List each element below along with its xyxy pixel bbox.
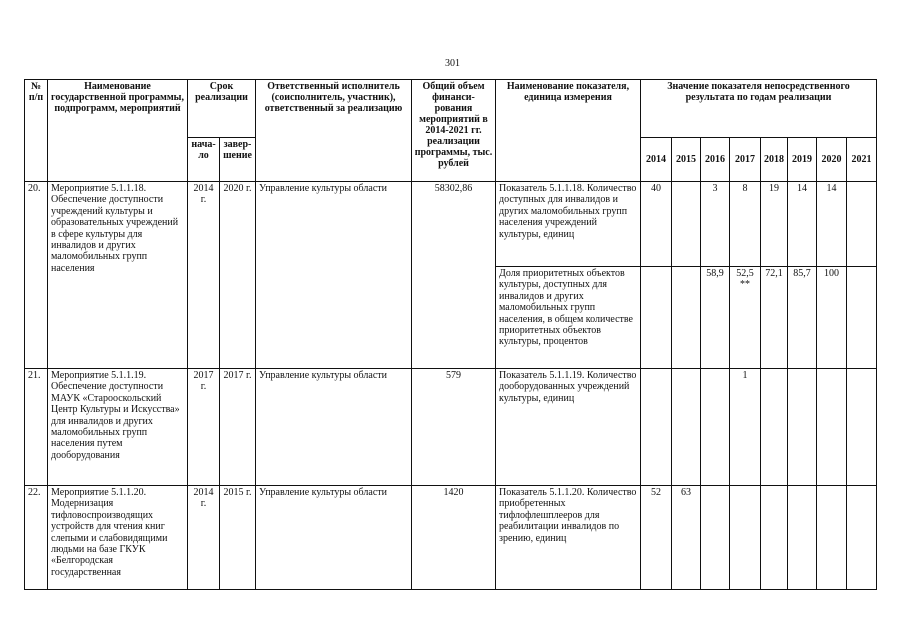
volume: 1420 — [412, 486, 496, 590]
value-cell: 63 — [672, 486, 701, 590]
value-cell — [672, 369, 701, 486]
header-term-start: нача-ло — [188, 138, 220, 182]
measure-name: Мероприятие 5.1.1.18. Обеспечение доступности учреждений культуры и образовательных учреждений в сфере культуры для инвалидов и других маломобильных групп населения — [48, 182, 188, 369]
table-row — [25, 182, 877, 267]
value-cell: 85,7 — [788, 267, 817, 369]
measure-name: Мероприятие 5.1.1.19. Обеспечение доступности МАУК «Старооскольский Центр Культуры и Искусства» для инвалидов и других маломобильных групп населения путем дооборудования — [48, 369, 188, 486]
header-term-end: завер-шение — [220, 138, 256, 182]
header-term: Срок реализации — [188, 80, 256, 138]
table-row — [25, 486, 877, 590]
executor: Управление культуры области — [256, 182, 412, 369]
row-num: 20. — [25, 182, 48, 369]
value-cell — [761, 486, 788, 590]
value-cell — [788, 486, 817, 590]
header-year: 2019 — [788, 138, 817, 182]
term-start: 2014 г. — [188, 486, 220, 590]
value-cell — [817, 369, 847, 486]
program-table — [24, 79, 877, 590]
value-cell: 72,1 — [761, 267, 788, 369]
measure-name: Мероприятие 5.1.1.20. Модернизация тифловоспроизводящих устройств для чтения книг слепыми и слабовидящими людьми на базе ГКУК «Белгородская государственная — [48, 486, 188, 590]
value-cell: 3 — [701, 182, 730, 267]
value-cell: 52 — [641, 486, 672, 590]
term-start: 2014 г. — [188, 182, 220, 369]
value-cell: 14 — [817, 182, 847, 267]
header-values: Значение показателя непосредственного результата по годам реализации — [641, 80, 877, 138]
value-cell — [847, 486, 877, 590]
header-year: 2018 — [761, 138, 788, 182]
header-year: 2015 — [672, 138, 701, 182]
header-year: 2014 — [641, 138, 672, 182]
row-num: 21. — [25, 369, 48, 486]
header-year: 2021 — [847, 138, 877, 182]
header-year: 2017 — [730, 138, 761, 182]
volume: 579 — [412, 369, 496, 486]
value-cell — [701, 369, 730, 486]
value-cell — [701, 486, 730, 590]
header-num: № п/п — [25, 80, 48, 182]
value-cell: 14 — [788, 182, 817, 267]
value-cell — [672, 182, 701, 267]
value-cell: 58,9 — [701, 267, 730, 369]
term-end: 2017 г. — [220, 369, 256, 486]
value-cell: 52,5 ** — [730, 267, 761, 369]
executor: Управление культуры области — [256, 369, 412, 486]
value-cell — [847, 369, 877, 486]
value-cell — [817, 486, 847, 590]
value-cell — [761, 369, 788, 486]
indicator-name: Показатель 5.1.1.18. Количество доступных для инвалидов и других маломобильных групп населения учреждений культуры, единиц — [496, 182, 641, 267]
term-end: 2020 г. — [220, 182, 256, 369]
executor: Управление культуры области — [256, 486, 412, 590]
header-indicator: Наименование показателя, единица измерения — [496, 80, 641, 182]
header-executor: Ответственный исполнитель (соисполнитель, участник), ответственный за реализацию — [256, 80, 412, 182]
value-cell — [672, 267, 701, 369]
header-volume: Общий объем финанси-рования мероприятий в 2014-2021 гг. реализации программы, тыс. рублей — [412, 80, 496, 182]
row-num: 22. — [25, 486, 48, 590]
value-cell — [730, 486, 761, 590]
header-year: 2016 — [701, 138, 730, 182]
table-row — [25, 369, 877, 486]
term-start: 2017 г. — [188, 369, 220, 486]
value-cell: 8 — [730, 182, 761, 267]
header-year: 2020 — [817, 138, 847, 182]
value-cell: 40 — [641, 182, 672, 267]
value-cell — [641, 267, 672, 369]
value-cell — [641, 369, 672, 486]
term-end: 2015 г. — [220, 486, 256, 590]
indicator-name: Показатель 5.1.1.19. Количество дооборудованных учреждений культуры, единиц — [496, 369, 641, 486]
header-name: Наименование государственной программы, подпрограмм, мероприятий — [48, 80, 188, 182]
value-cell — [788, 369, 817, 486]
indicator-name: Доля приоритетных объектов культуры, доступных для инвалидов и других маломобильных групп населения, в общем количестве приоритетных объектов культуры, процентов — [496, 267, 641, 369]
page-number: 301 — [445, 58, 460, 69]
value-cell: 100 — [817, 267, 847, 369]
value-cell — [847, 182, 877, 267]
value-cell — [847, 267, 877, 369]
value-cell: 1 — [730, 369, 761, 486]
value-cell: 19 — [761, 182, 788, 267]
volume: 58302,86 — [412, 182, 496, 369]
indicator-name: Показатель 5.1.1.20. Количество приобретенных тифлофлешплееров для реабилитации инвалидов по зрению, единиц — [496, 486, 641, 590]
